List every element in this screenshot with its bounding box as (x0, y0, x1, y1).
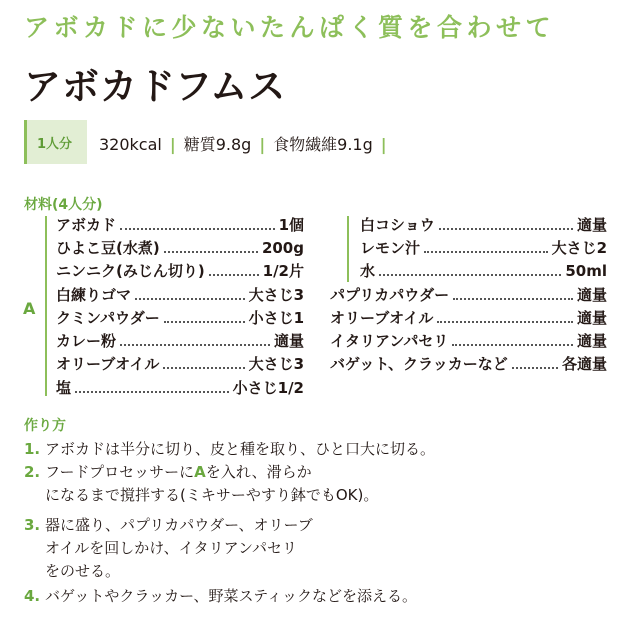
leader-dots (120, 228, 275, 230)
ingredient-name: カレー粉 (56, 332, 117, 350)
ingredient-amount: 1個 (278, 216, 304, 234)
ingredient-row (56, 377, 304, 399)
ingredient-name: イタリアンパセリ (330, 332, 449, 350)
nutrition-separator: | (380, 135, 387, 154)
ingredient-amount: 50ml (565, 262, 607, 280)
leader-dots (120, 344, 270, 346)
carbs-value: 糖質9.8g (183, 135, 252, 154)
leader-dots (75, 391, 229, 393)
ingredient-row (330, 353, 607, 375)
ingredient-amount: 1/2片 (262, 262, 304, 280)
ingredient-name: パプリカパウダー (330, 286, 450, 304)
ingredient-amount: 大さじ2 (551, 239, 607, 257)
serving-badge (24, 120, 87, 164)
ingredient-amount: 小さじ1/2 (232, 379, 304, 397)
step-text: 器に盛り、パプリカパウダー、オリーブ (45, 516, 313, 534)
ingredient-amount: 適量 (576, 286, 607, 304)
step-number: 1. (24, 440, 41, 458)
group-a-bracket-right (347, 216, 349, 282)
ingredient-name: アボカド (56, 216, 117, 234)
leader-dots (439, 228, 573, 230)
ingredient-amount: 大さじ3 (248, 286, 304, 304)
leader-dots (163, 367, 244, 369)
ingredient-amount: 大さじ3 (248, 355, 304, 373)
ingredient-amount: 200g (261, 239, 304, 257)
ingredient-row (360, 237, 607, 259)
ingredient-name: 塩 (56, 379, 72, 397)
step-number: 3. (24, 516, 41, 534)
ingredient-amount: 小さじ1 (248, 309, 304, 327)
ingredient-row (56, 307, 304, 329)
ingredient-amount: 適量 (576, 216, 607, 234)
nutrition-separator: | (259, 135, 266, 154)
step-text (45, 461, 312, 483)
calories-value: 320kcal (99, 135, 162, 154)
leader-dots (453, 298, 573, 300)
leader-dots (164, 251, 258, 253)
ingredient-name: バゲット、クラッカーなど (330, 355, 508, 373)
ingredient-row (56, 214, 304, 236)
step-text-part: フードプロセッサーに (45, 463, 195, 481)
ingredient-amount: 適量 (576, 309, 607, 327)
ingredient-amount: 各適量 (561, 355, 607, 373)
nutrition-values (99, 132, 395, 155)
ingredient-row (330, 330, 607, 352)
ingredient-row (330, 307, 607, 329)
leader-dots (452, 344, 573, 346)
recipe-title: アボカドフムス (24, 65, 287, 108)
recipe-kicker: アボカドに少ないたんぱく質を合わせて (24, 13, 556, 42)
step-text: アボカドは半分に切り、皮と種を取り、ひと口大に切る。 (45, 440, 436, 458)
leader-dots (437, 321, 573, 323)
leader-dots (135, 298, 245, 300)
ingredient-row (56, 353, 304, 375)
leader-dots (164, 321, 245, 323)
leader-dots (512, 367, 558, 369)
ingredient-name: ニンニク(みじん切り) (56, 262, 205, 280)
ingredient-amount: 適量 (576, 332, 607, 350)
ingredient-amount: 適量 (273, 332, 304, 350)
ingredient-name: 白練りゴマ (56, 286, 132, 304)
ingredients-heading: 材料(4人分) (24, 197, 103, 213)
step-text: バゲットやクラッカー、野菜スティックなどを添える。 (45, 587, 418, 605)
step-text: になるまで撹拌する(ミキサーやすり鉢でもOK)。 (45, 486, 379, 504)
ingredient-row (56, 260, 304, 282)
nutrition-separator: | (169, 135, 176, 154)
fiber-value: 食物繊維9.1g (273, 135, 373, 154)
ingredient-name: レモン汁 (360, 239, 421, 257)
ingredient-name: クミンパウダー (56, 309, 160, 327)
ingredient-row (360, 214, 607, 236)
ingredient-row (56, 284, 304, 306)
ingredient-row (56, 330, 304, 352)
ingredient-name: ひよこ豆(水煮) (56, 239, 160, 257)
step-number: 4. (24, 587, 41, 605)
ingredient-row (360, 260, 607, 282)
serving-label: 1人分 (37, 137, 73, 152)
leader-dots (209, 274, 259, 276)
step-text-part: を入れ、滑らか (205, 463, 312, 481)
ingredient-row (330, 284, 607, 306)
step-text: をのせる。 (45, 562, 121, 580)
ingredient-row (56, 237, 304, 259)
group-a-label: A (23, 299, 36, 318)
group-a-reference: A (194, 463, 206, 481)
nutrition-bar (24, 120, 444, 164)
leader-dots (424, 251, 548, 253)
step-text: オイルを回しかけ、イタリアンパセリ (45, 539, 298, 557)
ingredient-name: オリーブオイル (56, 355, 160, 373)
ingredient-name: オリーブオイル (330, 309, 434, 327)
method-heading: 作り方 (24, 418, 66, 434)
leader-dots (379, 274, 561, 276)
group-a-bracket-left (45, 216, 47, 396)
step-number: 2. (24, 463, 41, 481)
ingredient-name: 水 (360, 262, 376, 280)
ingredient-name: 白コショウ (360, 216, 435, 234)
